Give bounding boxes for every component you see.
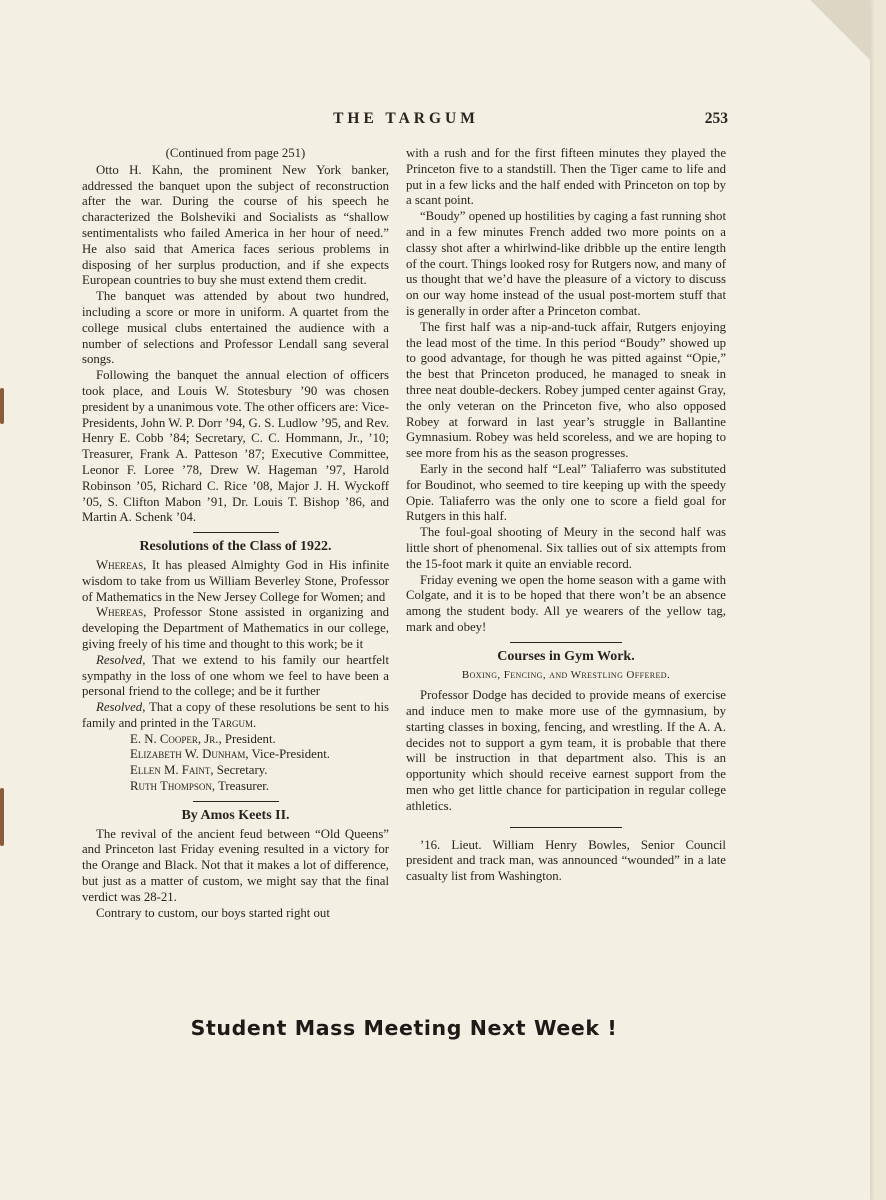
signature-line [130,732,389,748]
paragraph [82,558,389,605]
page-corner-fold [810,0,870,60]
page-number: 253 [704,110,728,127]
signature-line [130,779,389,795]
paragraph: Following the banquet the annual election of officers took place, and Louis W. Stotesbury ’90 was chosen president by a unanimous vote. The other officers are: Vice-Presidents, John W. P. Dorr ’94, G. S. Ludlow ’95, and Rev. Henry E. Cobb ’84; Secretary, C. C. Hommann, Jr., ’10; Treasurer, Frank A. Patteson ’87; Executive Committee, Leonor F. Loree ’78, Drew W. Hageman ’97, Harold Robinson ’05, Richard C. Rice ’08, Major J. H. Wyckoff ’05, S. Clifton Mabon ’91, Dr. Louis T. Bishop ’86, and Martin A. Schenk ’04. [82,368,389,525]
section-divider [193,532,279,533]
paragraph: Friday evening we open the home season with a game with Colgate, and it is to be hoped that there won’t be an absence among the student body. All ye wearers of the yellow tag, mark and obey! [406,572,726,634]
paragraph: The banquet was attended by about two hundred, including a score or more in uniform. A quartet from the college musical clubs entertained the audience with a number of selections and Professor Lendall sang several songs. [82,289,389,367]
right-column [406,146,726,885]
signer-name: Ruth Thompson [130,779,212,794]
continued-note: (Continued from page 251) [165,146,306,160]
section-divider [193,801,279,802]
paragraph-text: It has pleased Almighty God in His infinite wisdom to take from us William Beverley Stone, Professor of Mathematics in the New Jersey College for Women; and [82,557,389,604]
paragraph: The first half was a nip-and-tuck affair, Rutgers enjoying the lead most of the time. In this period “Boudy” showed up to good advantage, for though he was pitted against “Opie,” the best that Princeton produced, he managed to sneak in three neat double-deckers. Robey jumped center against Gray, the only veteran on the Princeton five, who also opposed Robey at forward in last year’s struggle in Ballantine Gymnasium. Robey was held scoreless, and we are hoping to see more from his as the season progresses. [406,319,726,461]
binding-mark [0,388,4,424]
signer-role: , Vice-President. [245,747,330,762]
signer-name: Ellen M. Faint [130,763,211,778]
signer-name: E. N. Cooper, Jr. [130,731,219,746]
lead-word: Whereas, [96,557,147,572]
section-divider [510,827,622,828]
paragraph-text: That a copy of these resolutions be sent to his family and printed in the [82,700,389,730]
paragraph: The revival of the ancient feud between “Old Queens” and Princeton last Friday evening resulted in a victory for the Orange and Black. Not that it makes a lot of difference, but just as a matter of custom, we might say that the final verdict was 28-21. [82,826,389,904]
gym-subheading: Boxing, Fencing, and Wrestling Offered. [461,668,671,681]
lead-word: Whereas, [96,605,147,620]
paragraph: Early in the second half “Leal” Taliaferro was substituted for Boudinot, who seemed to tire keeping up with the speedy Opie. Taliaferro was the only one to score a field goal for Rutgers in this half. [406,461,726,524]
paragraph-text: That we extend to his family our heartfelt sympathy in the loss of one whom we feel to have been a personal friend to the college; and be it further [82,652,389,699]
paragraph-text: Professor Stone assisted in organizing and developing the Department of Mathematics in our college, giving freely of his time and thought to this work; be it [82,605,389,651]
paragraph: Contrary to custom, our boys started right out [96,905,330,920]
binding-mark [0,788,4,846]
paragraph: Professor Dodge has decided to provide means of exercise and induce men to make more use of the gymnasium, by starting classes in boxing, fencing, and wrestling. If the A. A. decides not to support a gym team, it is probable that there will be instruction in that department also. This is an opportunity which should receive earnest support from the men who get little chance for participation in regular college athletics. [406,688,726,813]
paragraph: Otto H. Kahn, the prominent New York banker, addressed the banquet upon the subject of reconstruction after the war. During the course of his speech he characterized the Bolsheviki and Socialists as “shallow sentimentalists who failed America in her hour of need.” He also said that America faces serious problems in disposing of her surplus production, and if she expects European countries to buy she must extend them credit. [82,162,389,288]
paper-name: Targum [211,715,254,730]
paragraph: Resolved, That a copy of these resolutions be sent to his family and printed in the Targum. [82,700,389,730]
paragraph: “Boudy” opened up hostilities by caging a fast running shot and in a few minutes French added two more points on a classy shot after a whirlwind-like dribble up the entire length of the court. Things looked rosy for Rutgers now, and many of us thought that we’d have the pleasure of a victory to discuss on our way home instead of the usual post-mortem stuff that is generally in order after a Princeton combat. [406,209,727,318]
signature-line [130,763,389,779]
left-column [82,146,389,921]
keets-heading: By Amos Keets II. [181,807,290,823]
paragraph: ’16. Lieut. William Henry Bowles, Senior Council president and track man, was announced “wounded” in a late casualty list from Washington. [406,837,726,884]
paragraph: The foul-goal shooting of Meury in the second half was little short of phenomenal. Six tallies out of six attempts from the 15-foot mark it quite an enviable record. [406,525,726,571]
paragraph: with a rush and for the first fifteen minutes they played the Princeton five to a standstill. Then the Tiger came to life and put in a few licks and the half ended with Princeton on top by a scant point. [406,146,726,208]
lead-word: Resolved, [96,652,146,667]
paragraph [82,653,389,700]
resolutions-heading: Resolutions of the Class of 1922. [139,539,332,555]
mass-meeting-banner: Student Mass Meeting Next Week ! [190,1016,618,1040]
signer-role: , Secretary. [210,763,268,778]
running-title: THE TARGUM [333,110,479,127]
page-header [82,110,730,134]
signer-role: , President. [218,731,276,746]
lead-word: Resolved, [96,700,146,715]
paragraph [82,605,389,652]
signer-name: Elizabeth W. Dunham [130,747,246,762]
signer-role: , Treasurer. [211,779,270,794]
gym-heading: Courses in Gym Work. [497,648,635,664]
signature-line [130,747,389,763]
section-divider [510,642,622,643]
